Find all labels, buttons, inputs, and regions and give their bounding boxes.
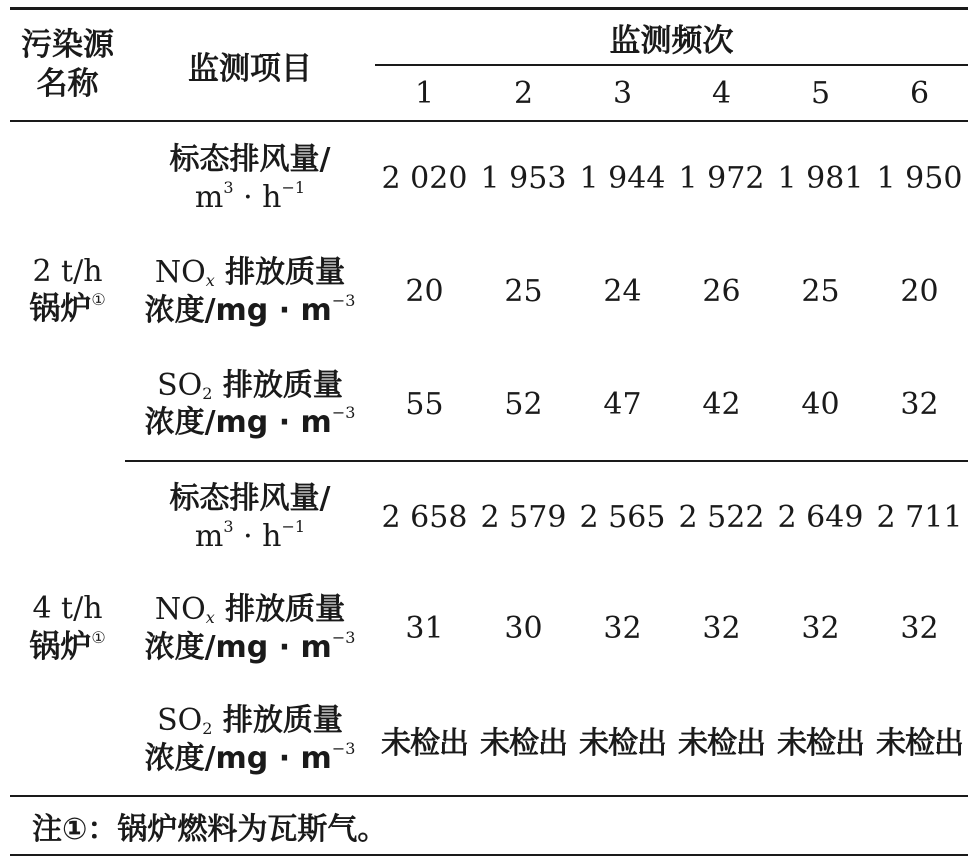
data-cell: 2 020 xyxy=(381,161,468,196)
source-name-2t-text: 锅炉 xyxy=(29,291,92,328)
item-label-line1 xyxy=(170,480,331,518)
data-cell: 32 xyxy=(900,611,939,646)
data-cell: 2 579 xyxy=(480,500,567,535)
data-cell: 52 xyxy=(504,386,543,422)
source-name-2t-label xyxy=(29,290,105,329)
data-cell: 20 xyxy=(900,274,939,309)
data-cell: 2 522 xyxy=(678,500,765,535)
data-cell: 未检出 xyxy=(381,725,468,761)
unit-exponent: 3 xyxy=(223,516,234,536)
item-label-so2 xyxy=(125,348,375,460)
item-label-line1 xyxy=(155,254,345,292)
run-number-header: 1 xyxy=(414,75,435,111)
item-label-nox xyxy=(125,573,375,684)
source-name-4t-label xyxy=(29,628,105,667)
source-name-4t-capacity: 4 t/h xyxy=(32,591,103,627)
item-name: 排放质量 xyxy=(212,367,343,403)
header-frequency: 监测频次 xyxy=(609,22,734,59)
pollutant-subscript: x xyxy=(205,608,215,627)
data-cell: 1 953 xyxy=(480,161,567,196)
item-label-line2 xyxy=(195,518,305,556)
item-label-line2 xyxy=(195,179,305,217)
item-name: 标态排风量/ xyxy=(169,481,331,516)
data-cell: 未检出 xyxy=(678,725,765,761)
data-cell: 30 xyxy=(504,611,543,646)
unit-exponent: −1 xyxy=(281,516,306,536)
source-name-4t xyxy=(10,462,125,795)
pollutant-subscript: 2 xyxy=(202,383,213,403)
item-name: 排放质量 xyxy=(212,703,343,738)
header-source-name-line2: 名称 xyxy=(36,66,99,102)
data-cell: 20 xyxy=(405,274,444,309)
item-label-flow xyxy=(125,122,375,235)
data-cell: 32 xyxy=(900,386,939,422)
item-name: 排放质量 xyxy=(214,255,346,290)
data-cell: 26 xyxy=(702,274,741,309)
item-label-line1 xyxy=(157,702,343,740)
data-cell: 1 944 xyxy=(579,161,666,196)
unit-conc: 浓度/mg · m xyxy=(144,629,332,665)
item-label-nox xyxy=(125,235,375,348)
data-cell: 未检出 xyxy=(876,725,963,761)
unit-conc: 浓度/mg · m xyxy=(144,292,332,328)
data-cell: 1 950 xyxy=(876,161,963,196)
data-cell: 1 981 xyxy=(777,161,864,196)
data-cell: 未检出 xyxy=(777,725,864,761)
unit-m: m xyxy=(194,179,224,215)
data-cell: 55 xyxy=(405,386,444,422)
unit-h: · h xyxy=(233,179,282,215)
item-label-so2 xyxy=(125,684,375,795)
run-number-header: 2 xyxy=(513,75,534,111)
source-name-4t-text: 锅炉 xyxy=(29,628,92,665)
unit-conc: 浓度/mg · m xyxy=(144,405,332,440)
item-label-line2 xyxy=(145,740,356,778)
item-label-flow xyxy=(125,462,375,573)
data-cell: 2 649 xyxy=(777,500,864,535)
data-cell: 32 xyxy=(702,611,741,646)
item-label-line1 xyxy=(170,141,331,179)
data-cell: 未检出 xyxy=(579,725,666,761)
source-name-2t-capacity: 2 t/h xyxy=(32,253,103,289)
run-number-header: 4 xyxy=(711,75,732,111)
pollutant-subscript: 2 xyxy=(202,719,213,738)
run-number-header: 6 xyxy=(909,75,930,111)
pollutant-so2: SO xyxy=(157,703,203,738)
data-cell: 31 xyxy=(405,611,444,646)
item-name: 标态排风量/ xyxy=(169,142,331,177)
item-label-line2 xyxy=(145,404,356,442)
data-cell: 1 972 xyxy=(678,161,765,196)
item-label-line2 xyxy=(145,292,356,330)
data-cell: 2 711 xyxy=(876,500,963,535)
data-cell: 2 565 xyxy=(579,500,666,535)
item-label-line1 xyxy=(157,367,343,405)
item-label-line1 xyxy=(155,591,345,629)
unit-exponent: −3 xyxy=(331,403,356,422)
run-number-header: 5 xyxy=(810,75,831,111)
unit-conc: 浓度/mg · m xyxy=(144,740,332,776)
pollutant-nox: NO xyxy=(154,255,206,290)
pollutant-nox: NO xyxy=(154,592,206,627)
data-cell: 47 xyxy=(603,386,642,422)
pollutant-so2: SO xyxy=(157,367,203,403)
unit-exponent: −1 xyxy=(281,177,306,197)
data-cell: 25 xyxy=(801,274,840,309)
data-cell: 40 xyxy=(801,386,840,422)
unit-exponent: −3 xyxy=(331,290,356,310)
data-cell: 32 xyxy=(603,611,642,646)
header-source-name xyxy=(10,10,125,120)
source-name-2t xyxy=(10,122,125,460)
table-note: 注①：锅炉燃料为瓦斯气。 xyxy=(32,811,388,847)
pollutant-subscript: x xyxy=(205,271,215,290)
header-source-name-line1: 污染源 xyxy=(21,27,114,64)
unit-exponent: −3 xyxy=(331,627,356,647)
data-cell: 24 xyxy=(603,274,642,309)
data-cell: 未检出 xyxy=(480,725,567,761)
data-cell: 42 xyxy=(702,386,741,422)
header-item: 监测项目 xyxy=(188,50,312,87)
item-label-line2 xyxy=(145,629,356,667)
unit-exponent: 3 xyxy=(223,177,234,197)
data-cell: 2 658 xyxy=(381,500,468,535)
note-bottom-rule xyxy=(10,854,968,856)
unit-m: m xyxy=(194,518,224,554)
unit-exponent: −3 xyxy=(331,738,356,758)
item-name: 排放质量 xyxy=(214,592,346,627)
footnote-mark: ① xyxy=(91,627,106,647)
unit-h: · h xyxy=(233,518,282,554)
data-cell: 32 xyxy=(801,611,840,646)
footnote-mark: ① xyxy=(91,290,106,310)
data-cell: 25 xyxy=(504,274,543,309)
run-number-header: 3 xyxy=(612,75,633,111)
